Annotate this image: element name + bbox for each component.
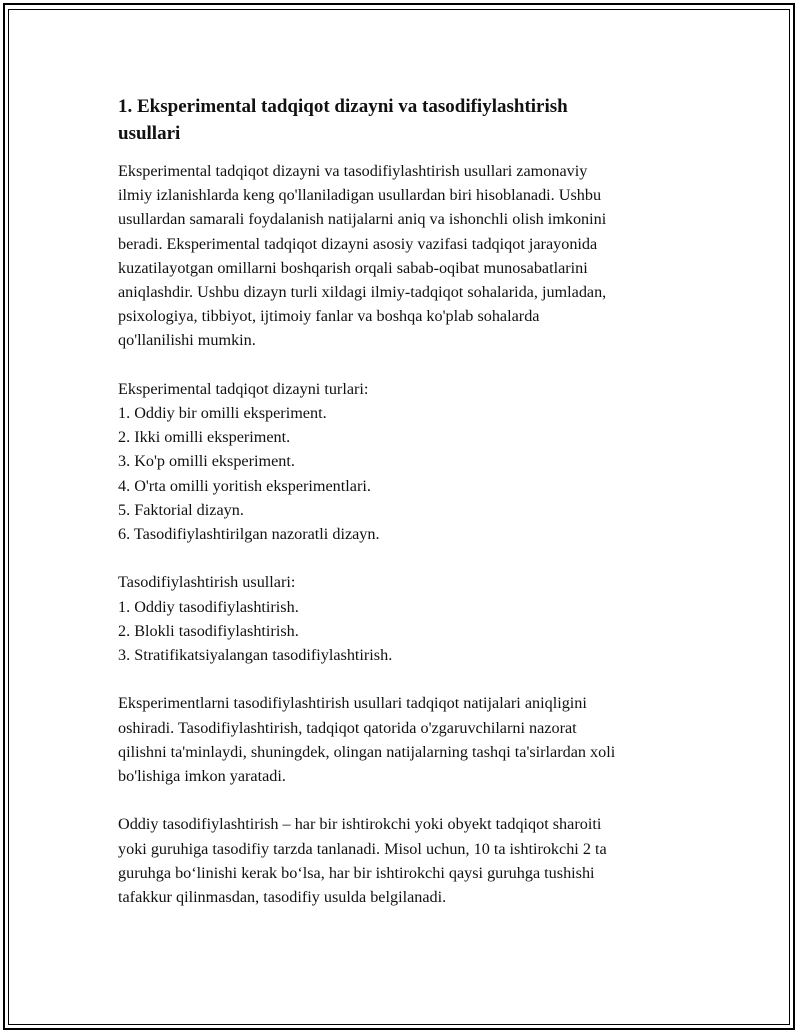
list-heading: Tasodifiylashtirish usullari: [118, 573, 296, 592]
list-item: 1. Oddiy bir omilli eksperiment. [118, 404, 327, 423]
paragraph-spacer [118, 546, 698, 570]
list-item: 3. Stratifikatsiyalangan tasodifiylashtirish. [118, 646, 393, 665]
paragraph-line: qo'llanilishi mumkin. [118, 331, 256, 350]
paragraph-line: oshiradi. Tasodifiylashtirish, tadqiqot qatorida o'zgaruvchilarni nazorat [118, 718, 577, 737]
paragraph-line: psixologiya, tibbiyot, ijtimoiy fanlar va boshqa ko'plab sohalarda [118, 307, 540, 326]
section-title [118, 93, 698, 147]
paragraph-spacer [118, 353, 698, 377]
paragraph-spacer [118, 788, 698, 812]
design-types-list [118, 377, 698, 546]
list-item: 2. Ikki omilli eksperiment. [118, 428, 291, 447]
paragraph-line: yoki guruhiga tasodifiy tarzda tanlanadi. Misol uchun, 10 ta ishtirokchi 2 ta [118, 839, 607, 858]
list-item: 3. Ko'p omilli eksperiment. [118, 452, 295, 471]
list-item: 6. Tasodifiylashtirilgan nazoratli dizayn. [118, 525, 380, 544]
list-item: 5. Faktorial dizayn. [118, 500, 244, 519]
paragraph-line: Eksperimental tadqiqot dizayni va tasodifiylashtirish usullari zamonaviy [118, 162, 588, 180]
title-line: 1. Eksperimental tadqiqot dizayni va tasodifiylashtirish [118, 96, 568, 117]
randomization-methods-list [118, 570, 698, 667]
randomization-paragraph [118, 691, 698, 788]
list-heading: Eksperimental tadqiqot dizayni turlari: [118, 379, 369, 398]
paragraph-line: usullardan samarali foydalanish natijalarni aniq va ishonchli olish imkonini [118, 210, 607, 229]
paragraph-line: Eksperimentlarni tasodifiylashtirish usullari tadqiqot natijalari aniqligini [118, 694, 587, 713]
list-item: 1. Oddiy tasodifiylashtirish. [118, 597, 299, 616]
paragraph-spacer [118, 667, 698, 691]
paragraph-line: qilishni ta'minlaydi, shuningdek, olingan natijalarning tashqi ta'sirlardan xoli [118, 742, 616, 761]
title-line: usullari [118, 123, 181, 144]
paragraph-line: beradi. Eksperimental tadqiqot dizayni asosiy vazifasi tadqiqot jarayonida [118, 234, 598, 253]
paragraph-line: aniqlashdir. Ushbu dizayn turli xildagi ilmiy-tadqiqot sohalarida, jumladan, [118, 283, 607, 302]
simple-randomization-paragraph [118, 812, 698, 909]
paragraph-line: Oddiy tasodifiylashtirish – har bir ishtirokchi yoki obyekt tadqiqot sharoiti [118, 815, 602, 834]
paragraph-line: tafakkur qilinmasdan, tasodifiy usulda belgilanadi. [118, 888, 447, 907]
list-item: 2. Blokli tasodifiylashtirish. [118, 621, 299, 640]
list-item: 4. O'rta omilli yoritish eksperimentlari. [118, 476, 371, 495]
document-body [118, 93, 698, 909]
paragraph-line: bo'lishiga imkon yaratadi. [118, 767, 286, 786]
paragraph-line: kuzatilayotgan omillarni boshqarish orqali sabab-oqibat munosabatlarini [118, 258, 588, 277]
paragraph-line: ilmiy izlanishlarda keng qo'llaniladigan usullardan biri hisoblanadi. Ushbu [118, 186, 602, 205]
paragraph-line: guruhga bo‘linishi kerak bo‘lsa, har bir ishtirokchi qaysi guruhga tushishi [118, 863, 595, 882]
intro-paragraph [118, 159, 698, 353]
